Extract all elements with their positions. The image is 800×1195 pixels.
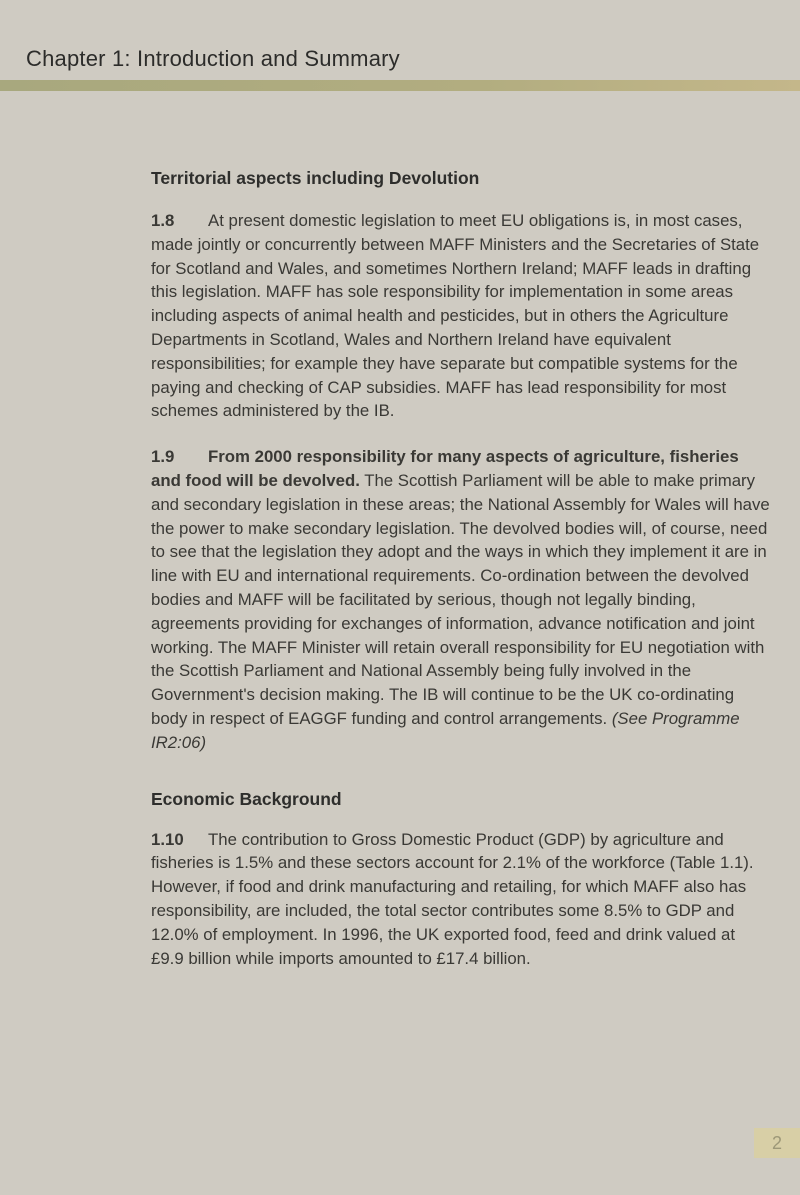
paragraph-1-9 — [151, 445, 771, 754]
section-heading-devolution: Territorial aspects including Devolution — [151, 168, 480, 188]
paragraph-text: The contribution to Gross Domestic Product (GDP) by agriculture and fisheries is 1.5% and these sectors account for 2.1% of the workforce (Table 1.1). However, if food and drink manufacturing and retailing, for which MAFF also has responsibility, are included, the total sector contributes some 8.5% to GDP and 12.0% of employment. In 1996, the UK exported food, feed and drink valued at £9.9 billion while imports amounted to £17.4 billion. — [151, 829, 754, 968]
paragraph-1-10 — [151, 828, 771, 971]
paragraph-text: At present domestic legislation to meet EU obligations is, in most cases, made jointly or concurrently between MAFF Ministers and the Secretaries of State for Scotland and Wales, and sometimes Northern Ireland; MAFF leads in drafting this legislation. MAFF has sole responsibility for implementation in some areas including aspects of animal health and pesticides, but in others the Agriculture Departments in Scotland, Wales and Northern Ireland have equivalent responsibilities; for example they have separate but compatible systems for the paying and checking of CAP subsidies. MAFF has lead responsibility for most schemes administered by the IB. — [151, 211, 760, 421]
paragraph-text: The Scottish Parliament will be able to make primary and secondary legislation in these areas; the National Assembly for Wales will have the power to make secondary legislation. The devolved bodies will, of course, need to see that the legislation they adopt and the ways in which they implement it are in line with EU and international requirements. Co-ordination between the devolved bodies and MAFF will be facilitated by serious, though not legally binding, agreements providing for exchanges of information, advance notification and joint working. The MAFF Minister will retain overall responsibility for EU negotiation with the Scottish Parliament and National Assembly being fully involved in the Government's decision making. The IB will continue to be the UK co-ordinating body in respect of EAGGF funding and control arrangements. — [151, 470, 770, 728]
programme-reference: (See Programme IR2:06) — [151, 708, 740, 752]
section-heading-economic: Economic Background — [151, 788, 342, 809]
paragraph-number: 1.8 — [151, 211, 175, 230]
paragraph-lead-bold: From 2000 responsibility for many aspects of agriculture, fisheries and food will be devolved. — [151, 447, 739, 490]
page-number: 2 — [754, 1128, 800, 1158]
paragraph-number: 1.10 — [151, 829, 184, 849]
chapter-title: Chapter 1: Introduction and Summary — [26, 46, 400, 71]
paragraph-1-8 — [151, 209, 771, 423]
paragraph-number: 1.9 — [151, 447, 175, 467]
header-rule — [0, 80, 800, 91]
main-content — [151, 168, 771, 970]
